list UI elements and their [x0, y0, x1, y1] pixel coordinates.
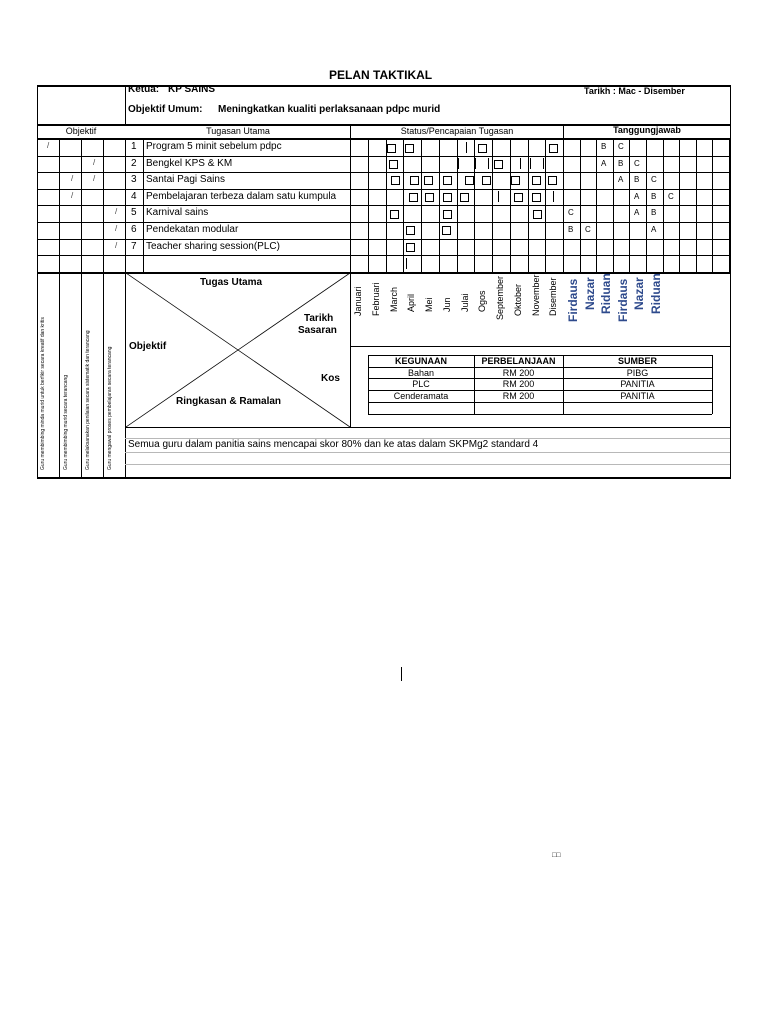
budget-cell: RM 200: [502, 379, 535, 389]
status-box: [514, 193, 523, 202]
status-box: [465, 176, 474, 185]
obj-col-sep: [125, 139, 126, 272]
status-box: [443, 176, 452, 185]
task-label: Santai Pagi Sains: [146, 174, 225, 185]
summary-top-line: [125, 427, 730, 428]
stray-cursor-mark: [401, 667, 402, 681]
obj-col-sep: [103, 139, 104, 272]
summary-text: Semua guru dalam panitia sains mencapai skor 80% dan ke atas dalam SKPMg2 standard 4: [128, 439, 539, 450]
objective-tick: /: [115, 224, 118, 233]
task-number: 4: [131, 191, 137, 202]
budget-cell: PANITIA: [620, 391, 655, 401]
responsibility-code: B: [568, 225, 574, 234]
month-col-sep: [403, 139, 404, 272]
table-bottom-border: [37, 477, 731, 479]
month-label: April: [406, 293, 416, 312]
task-row-line: [37, 222, 731, 223]
no-col-sep: [143, 139, 144, 272]
summary-line-2: [125, 452, 730, 453]
budget-cell: PIBG: [626, 368, 649, 378]
status-box: [406, 226, 415, 235]
header-divider: [125, 85, 126, 124]
month-label: Ogos: [477, 290, 487, 312]
resp-col-sep: [613, 139, 614, 272]
month-col-sep: [492, 139, 493, 272]
status-box: [548, 176, 557, 185]
objective-tick: /: [71, 191, 74, 200]
month-col-sep: [439, 139, 440, 272]
status-box: [390, 210, 399, 219]
status-box: [410, 176, 419, 185]
diagram-objektif: Objektif: [129, 341, 167, 352]
person-label: Firdaus: [616, 278, 630, 322]
month-header-bottom: [350, 346, 730, 347]
task-row-line: [37, 172, 731, 173]
status-box: [391, 176, 400, 185]
task-number: 6: [131, 224, 137, 235]
colhead-status: Status/Pencapaian Tugasan: [400, 126, 514, 136]
colhead-objektif: Objektif: [65, 126, 97, 136]
month-label: Disember: [548, 277, 558, 316]
responsibility-code: B: [634, 175, 640, 184]
status-tick: [488, 158, 489, 169]
status-box: [425, 193, 434, 202]
month-label: Februari: [371, 282, 381, 316]
budget-row-line: [368, 402, 712, 403]
month-col-sep: [510, 139, 511, 272]
task-number: 2: [131, 158, 137, 169]
responsibility-code: B: [651, 208, 657, 217]
responsibility-code: C: [668, 192, 674, 201]
status-tick: [406, 258, 407, 269]
task-label: Program 5 minit sebelum pdpc: [146, 141, 282, 152]
task-label: Bengkel KPS & KM: [146, 158, 233, 169]
responsibility-code: A: [601, 159, 607, 168]
month-label: Julai: [460, 293, 470, 312]
budget-header: PERBELANJAAN: [481, 356, 556, 366]
objektif-umum-label: Objektif Umum:: [128, 104, 203, 115]
status-box: [460, 193, 469, 202]
status-box: [532, 193, 541, 202]
task-label: Teacher sharing session(PLC): [146, 241, 280, 252]
task-number: 5: [131, 207, 137, 218]
objective-tick: /: [93, 174, 96, 183]
ketua-value: KP SAINS: [168, 84, 216, 95]
objective-tick: /: [115, 241, 118, 250]
responsibility-code: B: [601, 142, 607, 151]
budget-cell: Cenderamata: [393, 391, 449, 401]
responsibility-code: A: [651, 225, 657, 234]
responsibility-code: C: [585, 225, 591, 234]
person-label: Nazar: [583, 277, 597, 310]
status-tick: [553, 191, 554, 202]
tarikh-range: Tarikh : Mac - Disember: [584, 86, 685, 96]
objective-tick: /: [115, 207, 118, 216]
resp-col-sep: [663, 139, 664, 272]
status-box: [443, 210, 452, 219]
status-tick: [530, 158, 531, 169]
budget-cell: PANITIA: [620, 379, 655, 389]
objective-vertical-3: Guru melaksanakan penilaian secara sistematik dan terancang: [85, 330, 91, 470]
colhead-tugasan-utama: Tugasan Utama: [206, 126, 270, 136]
task-row-line: [37, 139, 731, 140]
diagram-tugas-utama: Tugas Utama: [200, 277, 263, 288]
status-box: [549, 144, 558, 153]
resp-col-sep: [712, 139, 713, 272]
task-number: 7: [131, 241, 137, 252]
page-title: PELAN TAKTIKAL: [329, 68, 433, 82]
responsibility-code: B: [651, 192, 657, 201]
task-row-line: [37, 205, 731, 206]
task-row-line: [37, 189, 731, 190]
task-label: Pendekatan modular: [146, 224, 239, 235]
month-col-sep: [563, 139, 564, 272]
responsibility-code: B: [618, 159, 624, 168]
objective-tick: /: [71, 174, 74, 183]
budget-header: KEGUNAAN: [394, 356, 447, 366]
budget-cell: RM 200: [502, 391, 535, 401]
resp-col-sep: [629, 139, 630, 272]
month-label: September: [495, 275, 505, 320]
budget-cell: RM 200: [502, 368, 535, 378]
month-label: Januari: [353, 286, 363, 316]
table-right-border: [730, 85, 731, 479]
task-number: 1: [131, 141, 137, 152]
ketua-label: Ketua:: [128, 84, 160, 95]
responsibility-code: C: [651, 175, 657, 184]
person-label: Riduan: [599, 273, 613, 314]
status-box: [533, 210, 542, 219]
status-box: [405, 144, 414, 153]
task-number: 3: [131, 174, 137, 185]
person-label: Nazar: [632, 277, 646, 310]
month-label: Mei: [424, 297, 434, 312]
month-col-sep: [528, 139, 529, 272]
diagram-ringkasan: Ringkasan & Ramalan: [176, 396, 282, 407]
month-col-sep: [421, 139, 422, 272]
status-tick: [498, 191, 499, 202]
obj-col-line-2: [81, 272, 82, 478]
responsibility-code: C: [634, 159, 640, 168]
objective-vertical-2: Guru membimbing murid secara terancang: [63, 374, 69, 470]
status-tick: [458, 158, 459, 169]
responsibility-code: A: [618, 175, 624, 184]
resp-col-sep: [646, 139, 647, 272]
objective-vertical-4: Guru mengawal proses pembelajaran secara terancang: [107, 346, 113, 470]
colhead-tanggungjawab: Tanggungjawab: [613, 125, 681, 135]
resp-col-sep: [596, 139, 597, 272]
diagram-sasaran: Sasaran: [298, 325, 337, 336]
status-tick: [475, 158, 476, 169]
person-label: Firdaus: [566, 278, 580, 322]
month-label: Oktober: [513, 283, 523, 316]
stray-small-mark: □□: [552, 852, 561, 859]
responsibility-code: C: [568, 208, 574, 217]
task-col-sep: [350, 139, 351, 272]
diagram-kos: Kos: [321, 373, 340, 384]
resp-col-sep: [580, 139, 581, 272]
month-label: Jun: [442, 297, 452, 312]
status-tick: [543, 158, 544, 169]
budget-col-line: [712, 355, 713, 414]
colhead-sep-2: [563, 124, 564, 139]
status-box: [442, 226, 451, 235]
obj-col-sep: [81, 139, 82, 272]
status-box: [387, 144, 396, 153]
obj-col-line-3: [103, 272, 104, 478]
budget-cell: PLC: [412, 379, 430, 389]
responsibility-code: A: [634, 208, 640, 217]
lower-divider-2: [350, 272, 351, 428]
task-row-line: [37, 156, 731, 157]
task-label: Pembelajaran terbeza dalam satu kumpula: [146, 191, 337, 202]
summary-line-3: [125, 464, 730, 465]
objective-tick: /: [93, 158, 96, 167]
person-label: Riduan: [649, 273, 663, 314]
objective-vertical-1: Guru membimbing minda murid untuk berfikir secara kreatif dan kritis: [40, 317, 46, 470]
colhead-sep-1: [350, 124, 351, 139]
task-label: Karnival sains: [146, 207, 209, 218]
status-box: [494, 160, 503, 169]
budget-header: SUMBER: [617, 356, 657, 366]
obj-col-line-1: [59, 272, 60, 478]
month-label: November: [531, 274, 541, 316]
status-box: [478, 144, 487, 153]
resp-col-sep: [729, 139, 730, 272]
status-box: [409, 193, 418, 202]
month-col-sep: [386, 139, 387, 272]
resp-col-sep: [679, 139, 680, 272]
responsibility-code: C: [618, 142, 624, 151]
responsibility-code: A: [634, 192, 640, 201]
objective-tick: /: [47, 141, 50, 150]
resp-col-sep: [696, 139, 697, 272]
month-label: March: [389, 286, 399, 312]
task-row-line: [37, 239, 731, 240]
status-box: [424, 176, 433, 185]
month-col-sep: [368, 139, 369, 272]
status-box: [511, 176, 520, 185]
status-box: [443, 193, 452, 202]
status-box: [406, 243, 415, 252]
obj-col-sep: [59, 139, 60, 272]
objektif-umum-value: Meningkatkan kualiti perlaksanaan pdpc murid: [218, 104, 441, 115]
diagram-tarikh: Tarikh: [304, 313, 334, 324]
month-col-sep: [545, 139, 546, 272]
status-box: [482, 176, 491, 185]
task-row-line: [37, 255, 731, 256]
budget-row-line: [368, 414, 712, 415]
status-tick: [520, 158, 521, 169]
status-box: [389, 160, 398, 169]
budget-cell: Bahan: [407, 368, 435, 378]
status-box: [532, 176, 541, 185]
status-tick: [466, 142, 467, 153]
table-left-border: [37, 85, 38, 479]
